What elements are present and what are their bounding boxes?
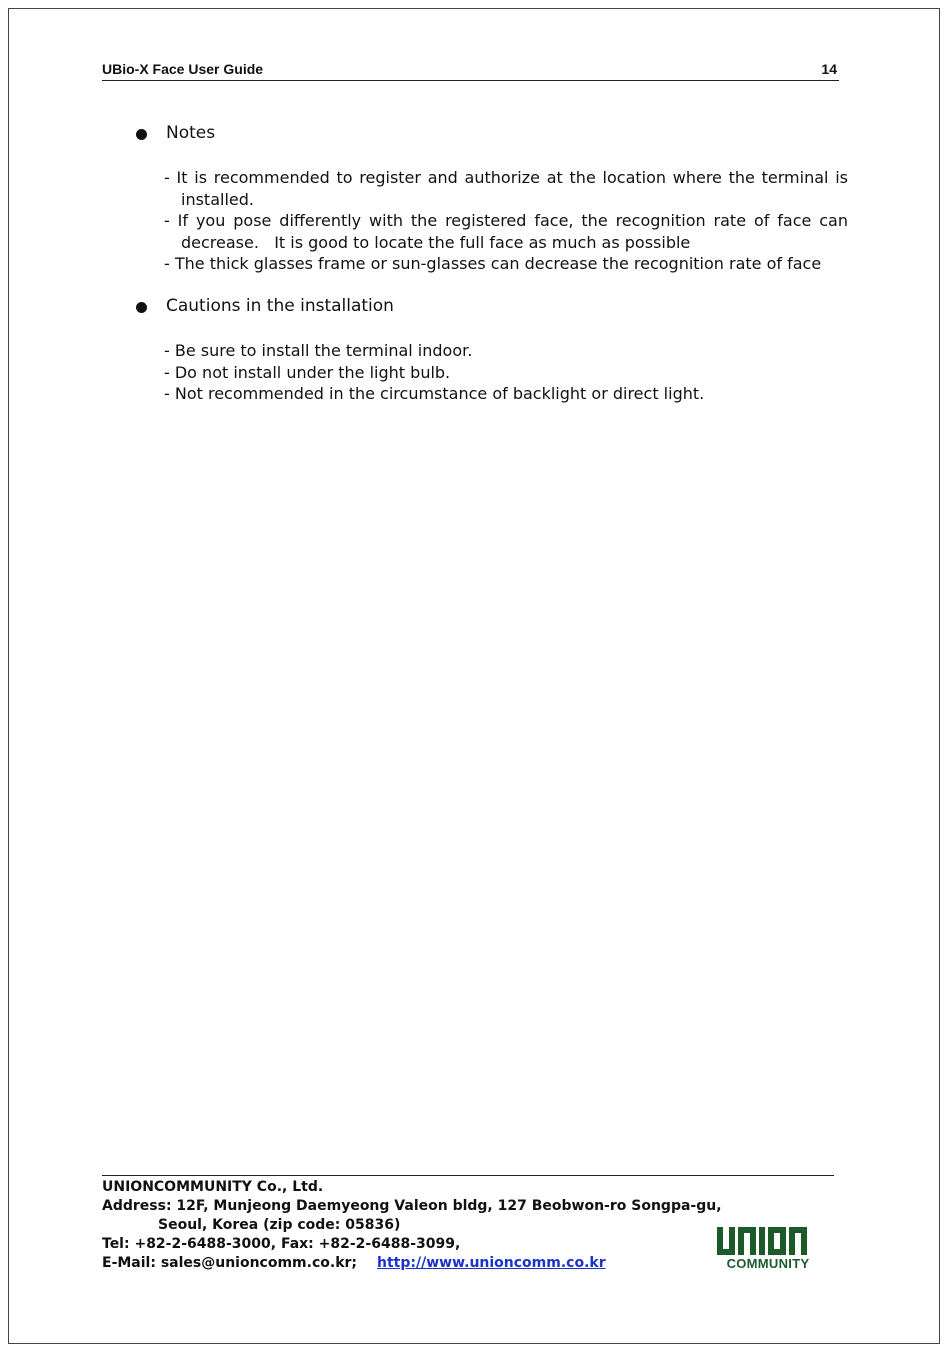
logo-subword: COMMUNITY bbox=[726, 1256, 810, 1271]
list-item bbox=[164, 167, 848, 210]
list-item-text: - It is recommended to register and authorize at the location where the terminal is bbox=[164, 168, 848, 187]
list-item bbox=[164, 210, 848, 253]
list-item-continuation: decrease. It is good to locate the full face as much as possible bbox=[181, 232, 691, 252]
cautions-section bbox=[136, 296, 536, 320]
cautions-list bbox=[164, 340, 848, 405]
notes-heading: Notes bbox=[166, 123, 216, 143]
cautions-heading: Cautions in the installation bbox=[166, 296, 394, 316]
document-title: UBio-X Face User Guide bbox=[102, 61, 264, 77]
company-name: UNIONCOMMUNITY Co., Ltd. bbox=[102, 1179, 324, 1195]
contact-line bbox=[102, 1254, 722, 1273]
list-item-text: - The thick glasses frame or sun-glasses can decrease the recognition rate of face bbox=[164, 254, 822, 273]
footer-divider bbox=[102, 1175, 834, 1176]
tel-fax: Tel: +82-2-6488-3000, Fax: +82-2-6488-3099, bbox=[102, 1236, 461, 1252]
page-header bbox=[102, 60, 839, 81]
list-item-continuation: installed. bbox=[181, 189, 254, 209]
page-footer bbox=[102, 1178, 722, 1273]
notes-list bbox=[164, 167, 848, 275]
list-item: - Not recommended in the circumstance of backlight or direct light. bbox=[164, 384, 705, 403]
union-logo-mark bbox=[717, 1227, 818, 1255]
list-item-text: - If you pose differently with the registered face, the recognition rate of face can bbox=[164, 211, 848, 230]
address-line-2: Seoul, Korea (zip code: 05836) bbox=[158, 1217, 401, 1233]
bullet-icon bbox=[136, 302, 147, 313]
website-link[interactable]: http://www.unioncomm.co.kr bbox=[377, 1255, 606, 1271]
list-item: - Be sure to install the terminal indoor. bbox=[164, 341, 473, 360]
page-number: 14 bbox=[821, 61, 837, 77]
list-item bbox=[164, 253, 848, 275]
address-line-1: Address: 12F, Munjeong Daemyeong Valeon bldg, 127 Beobwon-ro Songpa-gu, bbox=[102, 1198, 722, 1214]
notes-section bbox=[136, 123, 436, 147]
email: E-Mail: sales@unioncomm.co.kr; bbox=[102, 1255, 358, 1271]
bullet-icon bbox=[136, 129, 147, 140]
list-item: - Do not install under the light bulb. bbox=[164, 362, 451, 382]
